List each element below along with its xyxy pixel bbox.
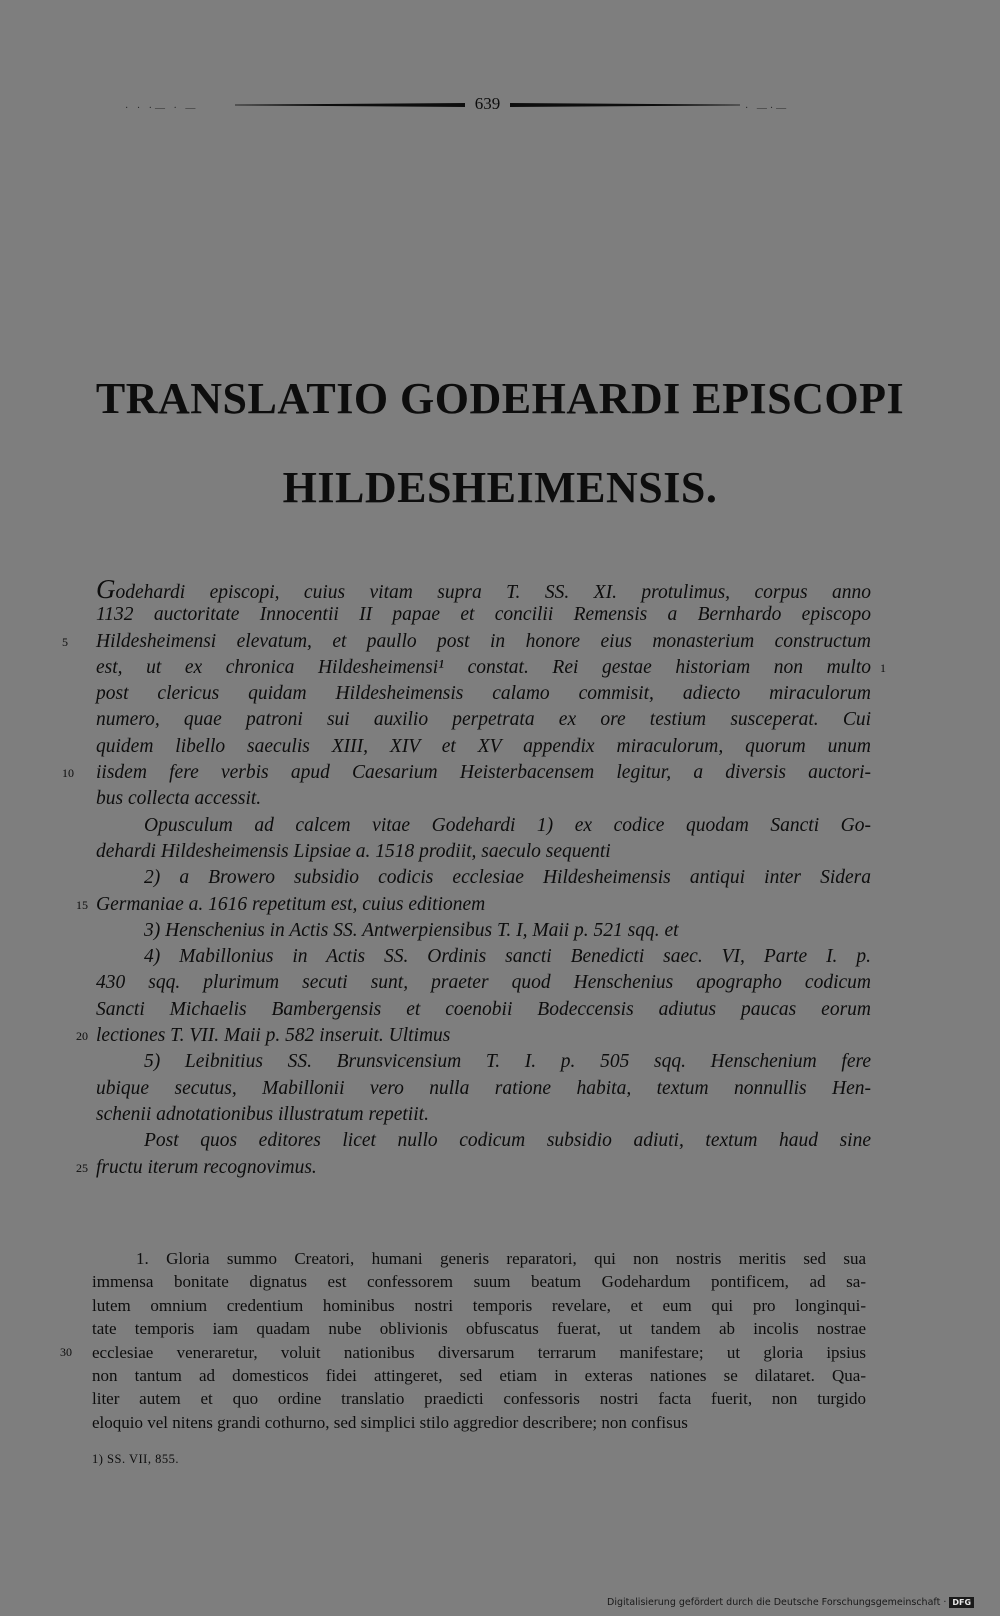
text-line (62, 629, 871, 655)
text-line (92, 1387, 866, 1410)
line-text: numero, quae patroni sui auxilio perpetrata ex ore testium susceperat. Cui (96, 709, 871, 731)
line-text: post clericus quidam Hildesheimensis calamo commisit, adiecto miraculorum (96, 683, 871, 705)
line-text: non tantum ad domesticos fidei attingeret, sed etiam in exteras nationes se dilataret. Qua- (92, 1365, 866, 1385)
text-line (96, 944, 871, 970)
text-line (92, 1247, 866, 1270)
line-text: eloquio vel nitens grandi cothurno, sed simplici stilo aggredior describere; non confisus (92, 1412, 688, 1432)
line-text: Opusculum ad calcem vitae Godehardi 1) ex codice quodam Sancti Go- (144, 814, 871, 836)
line-text: lutem omnium credentium hominibus nostri temporis revelare, et eum qui pro longinqui- (92, 1295, 866, 1315)
text-line (76, 892, 871, 918)
text-line (96, 707, 871, 733)
line-text: tate temporis iam quadam nube oblivionis obfuscatus fuerat, ut tandem ab incolis nostrae (92, 1319, 866, 1339)
line-number: 10 (62, 766, 74, 781)
margin-reference: 1 (880, 660, 886, 675)
digitization-credit (607, 1597, 974, 1608)
line-number: 25 (76, 1160, 88, 1175)
text-line (96, 786, 871, 812)
text-line (92, 1364, 866, 1387)
text-line (92, 1294, 866, 1317)
text-line (96, 681, 871, 707)
text-line (96, 1049, 871, 1075)
header-rule-left (235, 103, 465, 107)
line-text: Post quos editores licet nullo codicum subsidio adiuti, textum haud sine (144, 1130, 871, 1152)
line-text: liter autem et quo ordine translatio praedicti confessoris nostri facta fuerit, non turgido (92, 1389, 866, 1409)
line-number: 15 (76, 897, 88, 912)
line-text: lectiones T. VII. Maii p. 582 inseruit. Ultimus (96, 1025, 451, 1047)
text-line (96, 839, 871, 865)
line-text: 1132 auctoritate Innocentii II papae et concilii Remensis a Bernhardo episcopo (96, 604, 871, 626)
line-text: Sancti Michaelis Bambergensis et coenobii Bodeccensis adiutus paucas eorum (96, 998, 871, 1020)
text-line (92, 1317, 866, 1340)
header-ornament-right: · —·— (745, 103, 790, 114)
line-text: 3) Henschenius in Actis SS. Antwerpiensibus T. I, Maii p. 521 sqq. et (144, 919, 679, 941)
header-rule-right (510, 103, 740, 107)
line-text: quidem libello saeculis XIII, XIV et XV appendix miraculorum, quorum unum (96, 735, 871, 757)
text-line (60, 1341, 866, 1364)
page-header (125, 92, 815, 118)
line-text: ecclesiae veneraretur, voluit nationibus diversarum terrarum manifestare; ut gloria ipsius (92, 1342, 866, 1362)
text-line (96, 1076, 871, 1102)
text-line (96, 970, 871, 996)
line-text: 2) a Browero subsidio codicis ecclesiae Hildesheimensis antiqui inter Sidera (144, 867, 871, 889)
text-line (76, 1023, 871, 1049)
text-line (62, 760, 871, 786)
line-text: Germaniae a. 1616 repetitum est, cuius editionem (96, 893, 486, 915)
line-text: est, ut ex chronica Hildesheimensi¹ constat. Rei gestae historiam non multo (96, 656, 871, 678)
line-text: ubique secutus, Mabillonii vero nulla ratione habita, textum nonnullis Hen- (96, 1077, 871, 1099)
line-number: 30 (60, 1344, 72, 1359)
text-line (96, 576, 871, 602)
line-text: 5) Leibnitius SS. Brunsvicensium T. I. p. 505 sqq. Henschenium fere (144, 1051, 871, 1073)
line-text: bus collecta accessit. (96, 788, 262, 810)
line-text: 430 sqq. plurimum secuti sunt, praeter quod Henschenius apographo codicum (96, 972, 871, 994)
line-text: immensa bonitate dignatus est confessorem suum beatum Godehardum pontificem, ad sa- (92, 1272, 866, 1292)
text-line (92, 1411, 866, 1434)
text-line (96, 997, 871, 1023)
text-line (96, 813, 871, 839)
text-line (96, 1128, 871, 1154)
page-number: 639 (474, 94, 501, 113)
line-number: 20 (76, 1029, 88, 1044)
line-text: dehardi Hildesheimensis Lipsiae a. 1518 prodiit, saeculo sequenti (96, 840, 611, 862)
line-text: iisdem fere verbis apud Caesarium Heisterbacensem legitur, a diversis auctori- (96, 762, 871, 784)
dfg-logo: DFG (949, 1597, 974, 1608)
introduction-text (62, 574, 886, 1181)
line-text: 1. Gloria summo Creatori, humani generis reparatori, qui non nostris meritis sed sua (136, 1249, 866, 1268)
line-text: odehardi episcopi, cuius vitam supra T. SS. XI. protulimus, corpus anno (115, 582, 871, 603)
line-text: fructu iterum recognovimus. (96, 1156, 317, 1178)
text-line (92, 1270, 866, 1293)
text-line (96, 865, 871, 891)
line-text: Hildesheimensi elevatum, et paullo post in honore eius monasterium constructum (96, 630, 871, 652)
text-line (96, 918, 871, 944)
line-text: 4) Mabillonius in Actis SS. Ordinis sancti Benedicti saec. VI, Parte I. p. (144, 946, 871, 968)
text-line (96, 602, 871, 628)
title-line-1: TRANSLATIO GODEHARDI EPISCOPI (95, 374, 905, 423)
text-line (96, 734, 871, 760)
text-line (96, 1102, 871, 1128)
footnote: 1) SS. VII, 855. (92, 1452, 179, 1466)
translation-text (60, 1247, 866, 1434)
line-text: schenii adnotationibus illustratum repetiit. (96, 1103, 429, 1125)
credit-text: Digitalisierung gefördert durch die Deutsche Forschungsgemeinschaft · (607, 1597, 947, 1608)
header-ornament-left: · · ·— · — (125, 103, 199, 114)
text-line (76, 1155, 871, 1181)
line-number: 5 (62, 634, 68, 649)
drop-capital: G (96, 574, 116, 604)
title-line-2: HILDESHEIMENSIS. (282, 463, 718, 512)
text-line (96, 655, 886, 681)
